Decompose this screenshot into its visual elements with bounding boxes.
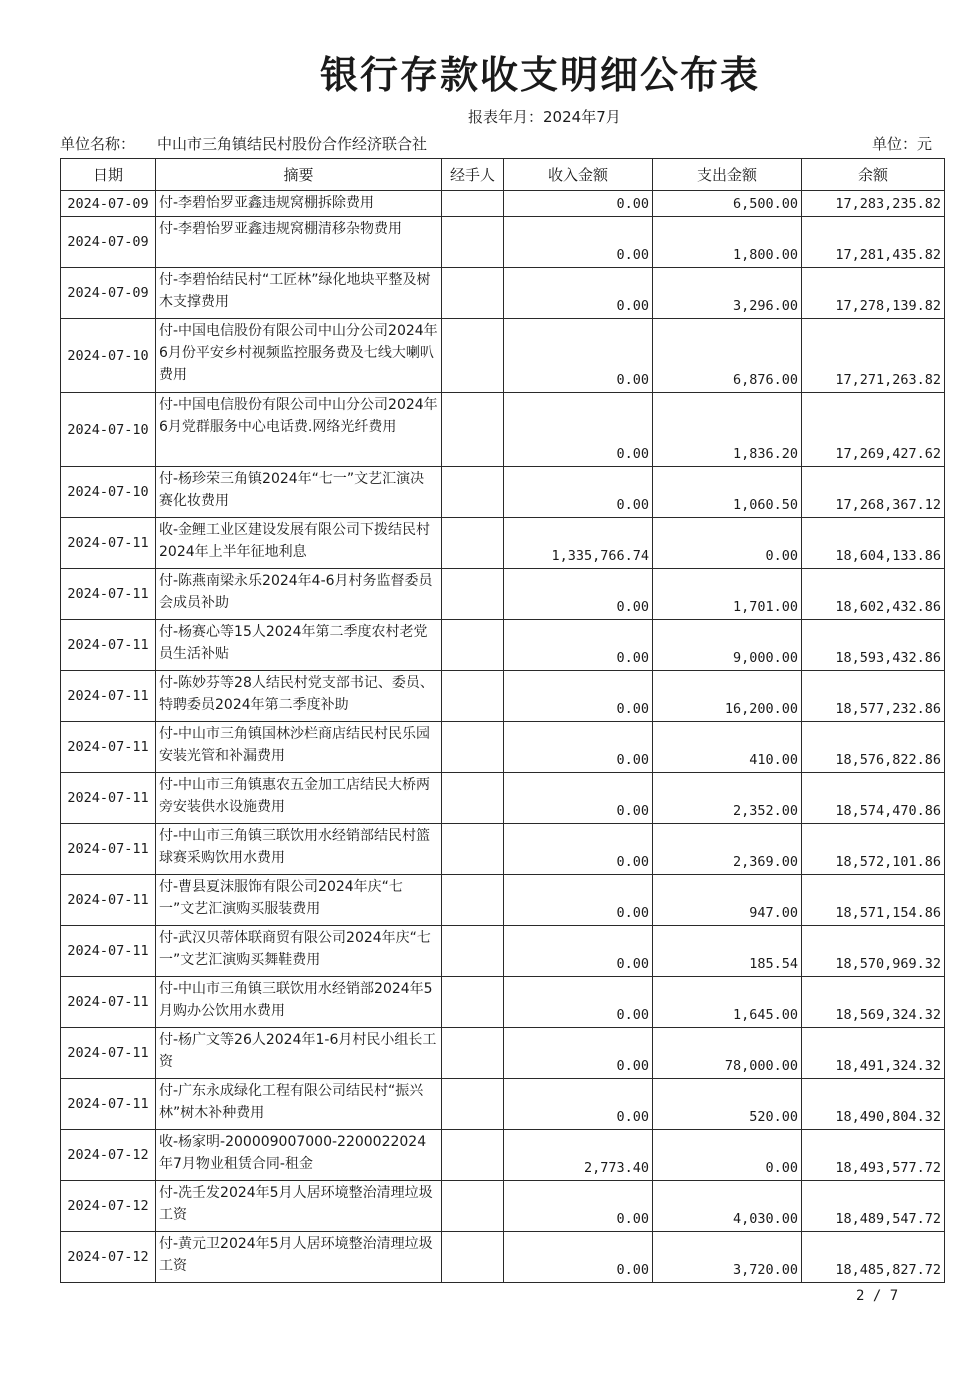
cell-date: 2024-07-11 (61, 1079, 156, 1130)
cell-date: 2024-07-11 (61, 824, 156, 875)
table-row (61, 977, 945, 1028)
cell-expense: 2,369.00 (653, 824, 802, 875)
cell-income: 0.00 (504, 319, 653, 393)
cell-expense: 1,701.00 (653, 569, 802, 620)
cell-income: 0.00 (504, 671, 653, 722)
cell-summary: 付-李碧怡结民村“工匠林”绿化地块平整及树木支撑费用 (156, 268, 442, 319)
unit-name-value: 中山市三角镇结民村股份合作经济联合社 (157, 135, 428, 153)
table-row (61, 268, 945, 319)
cell-handler (442, 1130, 504, 1181)
column-header-summary: 摘要 (156, 159, 442, 191)
cell-summary: 付-武汉贝蒂体联商贸有限公司2024年庆“七一”文艺汇演购买舞鞋费用 (156, 926, 442, 977)
cell-expense: 6,876.00 (653, 319, 802, 393)
cell-date: 2024-07-11 (61, 773, 156, 824)
report-period-value: 2024年7月 (543, 108, 621, 126)
cell-handler (442, 1232, 504, 1283)
cell-balance: 18,570,969.32 (802, 926, 945, 977)
table-row (61, 875, 945, 926)
page-indicator: 2 / 7 (856, 1288, 899, 1304)
cell-expense: 947.00 (653, 875, 802, 926)
table-row (61, 926, 945, 977)
cell-date: 2024-07-11 (61, 722, 156, 773)
table-row (61, 518, 945, 569)
cell-balance: 17,278,139.82 (802, 268, 945, 319)
cell-balance: 17,271,263.82 (802, 319, 945, 393)
ledger-table (60, 158, 945, 1283)
cell-handler (442, 393, 504, 467)
cell-date: 2024-07-11 (61, 1028, 156, 1079)
cell-handler (442, 875, 504, 926)
cell-summary: 付-黄元卫2024年5月人居环境整治清理垃圾工资 (156, 1232, 442, 1283)
cell-summary: 付-广东永成绿化工程有限公司结民村“振兴林”树木补种费用 (156, 1079, 442, 1130)
cell-date: 2024-07-11 (61, 671, 156, 722)
cell-summary: 付-中山市三角镇国林沙栏商店结民村民乐园安装光管和补漏费用 (156, 722, 442, 773)
cell-income: 0.00 (504, 977, 653, 1028)
cell-income: 0.00 (504, 620, 653, 671)
cell-summary: 付-中山市三角镇三联饮用水经销部2024年5月购办公饮用水费用 (156, 977, 442, 1028)
cell-expense: 3,296.00 (653, 268, 802, 319)
cell-income: 0.00 (504, 875, 653, 926)
cell-income: 0.00 (504, 1181, 653, 1232)
cell-income: 2,773.40 (504, 1130, 653, 1181)
cell-expense: 1,060.50 (653, 467, 802, 518)
cell-handler (442, 620, 504, 671)
cell-date: 2024-07-11 (61, 620, 156, 671)
cell-expense: 4,030.00 (653, 1181, 802, 1232)
cell-handler (442, 217, 504, 268)
cell-expense: 0.00 (653, 518, 802, 569)
cell-balance: 18,489,547.72 (802, 1181, 945, 1232)
table-header-row (61, 159, 945, 191)
cell-balance: 18,577,232.86 (802, 671, 945, 722)
cell-balance: 18,604,133.86 (802, 518, 945, 569)
table-row (61, 393, 945, 467)
cell-income: 0.00 (504, 1028, 653, 1079)
cell-balance: 17,269,427.62 (802, 393, 945, 467)
cell-handler (442, 1181, 504, 1232)
cell-balance: 18,602,432.86 (802, 569, 945, 620)
currency-unit: 单位：元 (872, 135, 933, 153)
table-row (61, 1181, 945, 1232)
cell-expense: 2,352.00 (653, 773, 802, 824)
cell-balance: 17,281,435.82 (802, 217, 945, 268)
cell-summary: 付-中山市三角镇惠农五金加工店结民大桥两旁安装供水设施费用 (156, 773, 442, 824)
cell-date: 2024-07-11 (61, 569, 156, 620)
table-row (61, 319, 945, 393)
unit-name (60, 133, 427, 154)
cell-date: 2024-07-10 (61, 467, 156, 518)
cell-handler (442, 518, 504, 569)
cell-income: 0.00 (504, 824, 653, 875)
cell-expense: 520.00 (653, 1079, 802, 1130)
cell-income: 0.00 (504, 191, 653, 217)
table-row (61, 620, 945, 671)
report-period-label: 报表年月： (468, 108, 544, 126)
table-row (61, 773, 945, 824)
table-row (61, 1232, 945, 1283)
cell-handler (442, 773, 504, 824)
column-header-balance: 余额 (802, 159, 945, 191)
cell-expense: 185.54 (653, 926, 802, 977)
cell-date: 2024-07-11 (61, 926, 156, 977)
column-header-handler: 经手人 (442, 159, 504, 191)
cell-income: 0.00 (504, 1079, 653, 1130)
cell-handler (442, 926, 504, 977)
table-row (61, 1130, 945, 1181)
cell-balance: 18,574,470.86 (802, 773, 945, 824)
cell-handler (442, 268, 504, 319)
cell-date: 2024-07-12 (61, 1181, 156, 1232)
cell-summary: 收-杨家明-200009007000-2200022024年7月物业租赁合同-租金 (156, 1130, 442, 1181)
cell-balance: 18,493,577.72 (802, 1130, 945, 1181)
table-row (61, 1028, 945, 1079)
cell-summary: 付-李碧怡罗亚鑫违规窝棚拆除费用 (156, 191, 442, 217)
cell-balance: 18,491,324.32 (802, 1028, 945, 1079)
cell-date: 2024-07-11 (61, 518, 156, 569)
cell-expense: 1,836.20 (653, 393, 802, 467)
cell-income: 0.00 (504, 1232, 653, 1283)
cell-summary: 付-中山市三角镇三联饮用水经销部结民村篮球赛采购饮用水费用 (156, 824, 442, 875)
cell-income: 0.00 (504, 569, 653, 620)
table-row (61, 824, 945, 875)
cell-income: 1,335,766.74 (504, 518, 653, 569)
cell-date: 2024-07-10 (61, 319, 156, 393)
cell-income: 0.00 (504, 926, 653, 977)
cell-expense: 6,500.00 (653, 191, 802, 217)
cell-income: 0.00 (504, 217, 653, 268)
cell-date: 2024-07-11 (61, 977, 156, 1028)
report-period (468, 106, 621, 127)
column-header-expense: 支出金额 (653, 159, 802, 191)
cell-expense: 410.00 (653, 722, 802, 773)
cell-date: 2024-07-12 (61, 1130, 156, 1181)
cell-summary: 付-中国电信股份有限公司中山分公司2024年6月份平安乡村视频监控服务费及七线大喇叭费用 (156, 319, 442, 393)
cell-balance: 18,576,822.86 (802, 722, 945, 773)
cell-income: 0.00 (504, 268, 653, 319)
cell-expense: 1,800.00 (653, 217, 802, 268)
unit-name-label: 单位名称： (60, 135, 136, 153)
cell-income: 0.00 (504, 722, 653, 773)
table-row (61, 722, 945, 773)
cell-handler (442, 467, 504, 518)
cell-summary: 付-杨珍荣三角镇2024年“七一”文艺汇演决赛化妆费用 (156, 467, 442, 518)
cell-summary: 付-陈妙芬等28人结民村党支部书记、委员、特聘委员2024年第二季度补助 (156, 671, 442, 722)
cell-summary: 收-金鲤工业区建设发展有限公司下拨结民村2024年上半年征地利息 (156, 518, 442, 569)
table-row (61, 217, 945, 268)
cell-date: 2024-07-12 (61, 1232, 156, 1283)
cell-expense: 9,000.00 (653, 620, 802, 671)
cell-handler (442, 191, 504, 217)
cell-expense: 16,200.00 (653, 671, 802, 722)
cell-balance: 18,572,101.86 (802, 824, 945, 875)
column-header-income: 收入金额 (504, 159, 653, 191)
table-row (61, 467, 945, 518)
cell-balance: 18,569,324.32 (802, 977, 945, 1028)
cell-handler (442, 977, 504, 1028)
table-row (61, 569, 945, 620)
cell-balance: 18,571,154.86 (802, 875, 945, 926)
column-header-date: 日期 (61, 159, 156, 191)
cell-date: 2024-07-09 (61, 268, 156, 319)
ledger-body (61, 191, 945, 1283)
table-row (61, 191, 945, 217)
cell-handler (442, 1079, 504, 1130)
cell-balance: 18,490,804.32 (802, 1079, 945, 1130)
cell-date: 2024-07-10 (61, 393, 156, 467)
cell-summary: 付-李碧怡罗亚鑫违规窝棚清移杂物费用 (156, 217, 442, 268)
cell-handler (442, 671, 504, 722)
cell-date: 2024-07-11 (61, 875, 156, 926)
cell-expense: 3,720.00 (653, 1232, 802, 1283)
cell-income: 0.00 (504, 393, 653, 467)
cell-income: 0.00 (504, 467, 653, 518)
cell-expense: 0.00 (653, 1130, 802, 1181)
cell-balance: 17,283,235.82 (802, 191, 945, 217)
cell-handler (442, 824, 504, 875)
cell-handler (442, 319, 504, 393)
cell-summary: 付-杨赛心等15人2024年第二季度农村老党员生活补贴 (156, 620, 442, 671)
cell-balance: 17,268,367.12 (802, 467, 945, 518)
table-row (61, 671, 945, 722)
cell-handler (442, 1028, 504, 1079)
cell-summary: 付-中国电信股份有限公司中山分公司2024年6月党群服务中心电话费.网络光纤费用 (156, 393, 442, 467)
page-title: 银行存款收支明细公布表 (319, 52, 760, 97)
cell-date: 2024-07-09 (61, 191, 156, 217)
cell-expense: 78,000.00 (653, 1028, 802, 1079)
cell-income: 0.00 (504, 773, 653, 824)
cell-balance: 18,593,432.86 (802, 620, 945, 671)
table-row (61, 1079, 945, 1130)
cell-summary: 付-曹县夏沫服饰有限公司2024年庆“七一”文艺汇演购买服装费用 (156, 875, 442, 926)
cell-date: 2024-07-09 (61, 217, 156, 268)
cell-handler (442, 569, 504, 620)
cell-balance: 18,485,827.72 (802, 1232, 945, 1283)
cell-expense: 1,645.00 (653, 977, 802, 1028)
cell-summary: 付-杨广文等26人2024年1-6月村民小组长工资 (156, 1028, 442, 1079)
cell-summary: 付-陈燕南梁永乐2024年4-6月村务监督委员会成员补助 (156, 569, 442, 620)
cell-summary: 付-冼壬发2024年5月人居环境整治清理垃圾工资 (156, 1181, 442, 1232)
cell-handler (442, 722, 504, 773)
